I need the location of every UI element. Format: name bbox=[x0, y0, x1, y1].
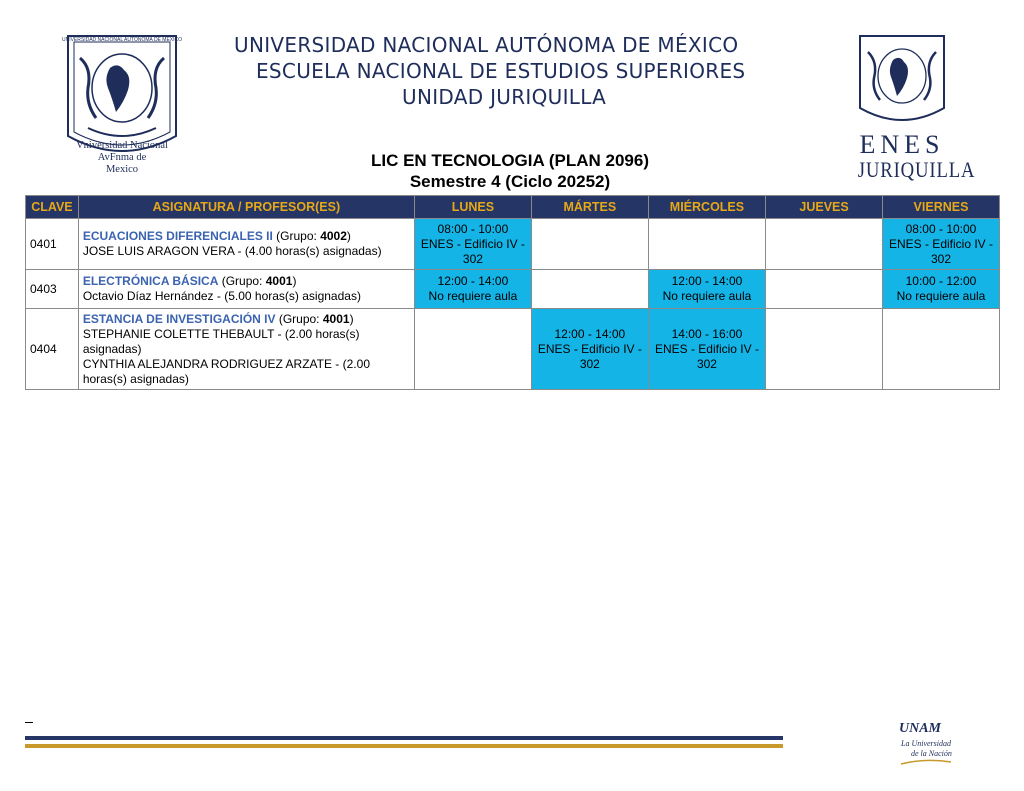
footer-bar-navy bbox=[25, 736, 783, 740]
table-row bbox=[26, 219, 1000, 270]
subject-name: ELECTRÓNICA BÁSICA bbox=[82, 274, 219, 288]
footer-bar-gold bbox=[25, 744, 783, 748]
slot-cell bbox=[648, 219, 765, 270]
group-number: 4002 bbox=[320, 229, 347, 243]
header-miercoles: MIÉRCOLES bbox=[648, 196, 765, 219]
slot-cell bbox=[766, 219, 883, 270]
table-row bbox=[26, 309, 1000, 390]
schedule-table bbox=[25, 195, 1000, 390]
seal-motto: Vniversidad Nacional AvFnma de Mexico bbox=[76, 140, 168, 175]
header-asignatura: ASIGNATURA / PROFESOR(ES) bbox=[78, 196, 414, 219]
enes-juriquilla-logo: ENES JURIQUILLA bbox=[857, 130, 976, 182]
header-clave: CLAVE bbox=[26, 196, 79, 219]
footer-dash bbox=[25, 722, 33, 723]
header-jueves: JUEVES bbox=[766, 196, 883, 219]
subject-name: ESTANCIA DE INVESTIGACIÓN IV bbox=[82, 311, 276, 326]
enes-seal-logo bbox=[852, 30, 952, 130]
subject-name: ECUACIONES DIFERENCIALES II bbox=[82, 229, 273, 243]
group-number: 4001 bbox=[265, 274, 293, 288]
institution-line-3: UNIDAD JURIQUILLA bbox=[402, 85, 607, 109]
slot-cell: 08:00 - 10:00 ENES - Edificio IV - 302 bbox=[414, 219, 531, 270]
slot-cell: 12:00 - 14:00 ENES - Edificio IV - 302 bbox=[531, 309, 648, 390]
professor-name: Octavio Díaz Hernández - (5.00 horas(s) asignadas) bbox=[82, 289, 361, 303]
header-martes: MÁRTES bbox=[531, 196, 648, 219]
slot-cell bbox=[531, 270, 648, 309]
slot-cell: 08:00 - 10:00 ENES - Edificio IV - 302 bbox=[882, 219, 999, 270]
semester-title: Semestre 4 (Ciclo 20252) bbox=[409, 172, 611, 191]
svg-text:de la Nación: de la Nación bbox=[911, 749, 952, 758]
subject-cell: ESTANCIA DE INVESTIGACIÓN IV (Grupo: 4001) STEPHANIE COLETTE THEBAULT - (2.00 horas(s) asignadas) CYNTHIA ALEJANDRA RODRIGUEZ ARZATE - (2.00 horas(s) asignadas) bbox=[78, 309, 414, 390]
program-title: LIC EN TECNOLOGIA (PLAN 2096) bbox=[370, 151, 649, 170]
svg-text:La Universidad: La Universidad bbox=[901, 739, 951, 748]
slot-cell: 14:00 - 16:00 ENES - Edificio IV - 302 bbox=[648, 309, 765, 390]
group-number: 4001 bbox=[322, 311, 350, 326]
table-header-row bbox=[26, 196, 1000, 219]
subject-cell: ECUACIONES DIFERENCIALES II (Grupo: 4002) JOSE LUIS ARAGON VERA - (4.00 horas(s) asignadas) bbox=[78, 219, 414, 270]
professor-name: CYNTHIA ALEJANDRA RODRIGUEZ ARZATE - (2.00 horas(s) asignadas) bbox=[82, 356, 370, 386]
institution-name bbox=[234, 32, 794, 110]
slot-cell bbox=[766, 309, 883, 390]
clave-cell: 0401 bbox=[26, 219, 79, 270]
table-row bbox=[26, 270, 1000, 309]
slot-cell bbox=[882, 309, 999, 390]
clave-cell: 0404 bbox=[26, 309, 79, 390]
slot-cell bbox=[766, 270, 883, 309]
slot-cell: 12:00 - 14:00 No requiere aula bbox=[414, 270, 531, 309]
slot-cell bbox=[414, 309, 531, 390]
slot-cell: 12:00 - 14:00 No requiere aula bbox=[648, 270, 765, 309]
institution-line-1: UNIVERSIDAD NACIONAL AUTÓNOMA DE MÉXICO bbox=[234, 33, 739, 57]
header-viernes: VIERNES bbox=[882, 196, 999, 219]
professor-name: STEPHANIE COLETTE THEBAULT - (2.00 horas(s) asignadas) bbox=[82, 326, 360, 356]
professor-name: JOSE LUIS ARAGON VERA - (4.00 horas(s) asignadas) bbox=[82, 244, 382, 258]
svg-text:UNAM: UNAM bbox=[899, 721, 942, 736]
slot-cell: 10:00 - 12:00 No requiere aula bbox=[882, 270, 999, 309]
svg-text:UNIVERSIDAD NACIONAL AUTONOMA: UNIVERSIDAD NACIONAL AUTONOMA DE MEXICO bbox=[61, 37, 183, 43]
slot-cell bbox=[531, 219, 648, 270]
subject-cell: ELECTRÓNICA BÁSICA (Grupo: 4001) Octavio Díaz Hernández - (5.00 horas(s) asignadas) bbox=[78, 270, 414, 309]
unam-nacion-logo bbox=[895, 716, 955, 772]
clave-cell: 0403 bbox=[26, 270, 79, 309]
header-lunes: LUNES bbox=[414, 196, 531, 219]
institution-line-2: ESCUELA NACIONAL DE ESTUDIOS SUPERIORES bbox=[256, 59, 746, 83]
